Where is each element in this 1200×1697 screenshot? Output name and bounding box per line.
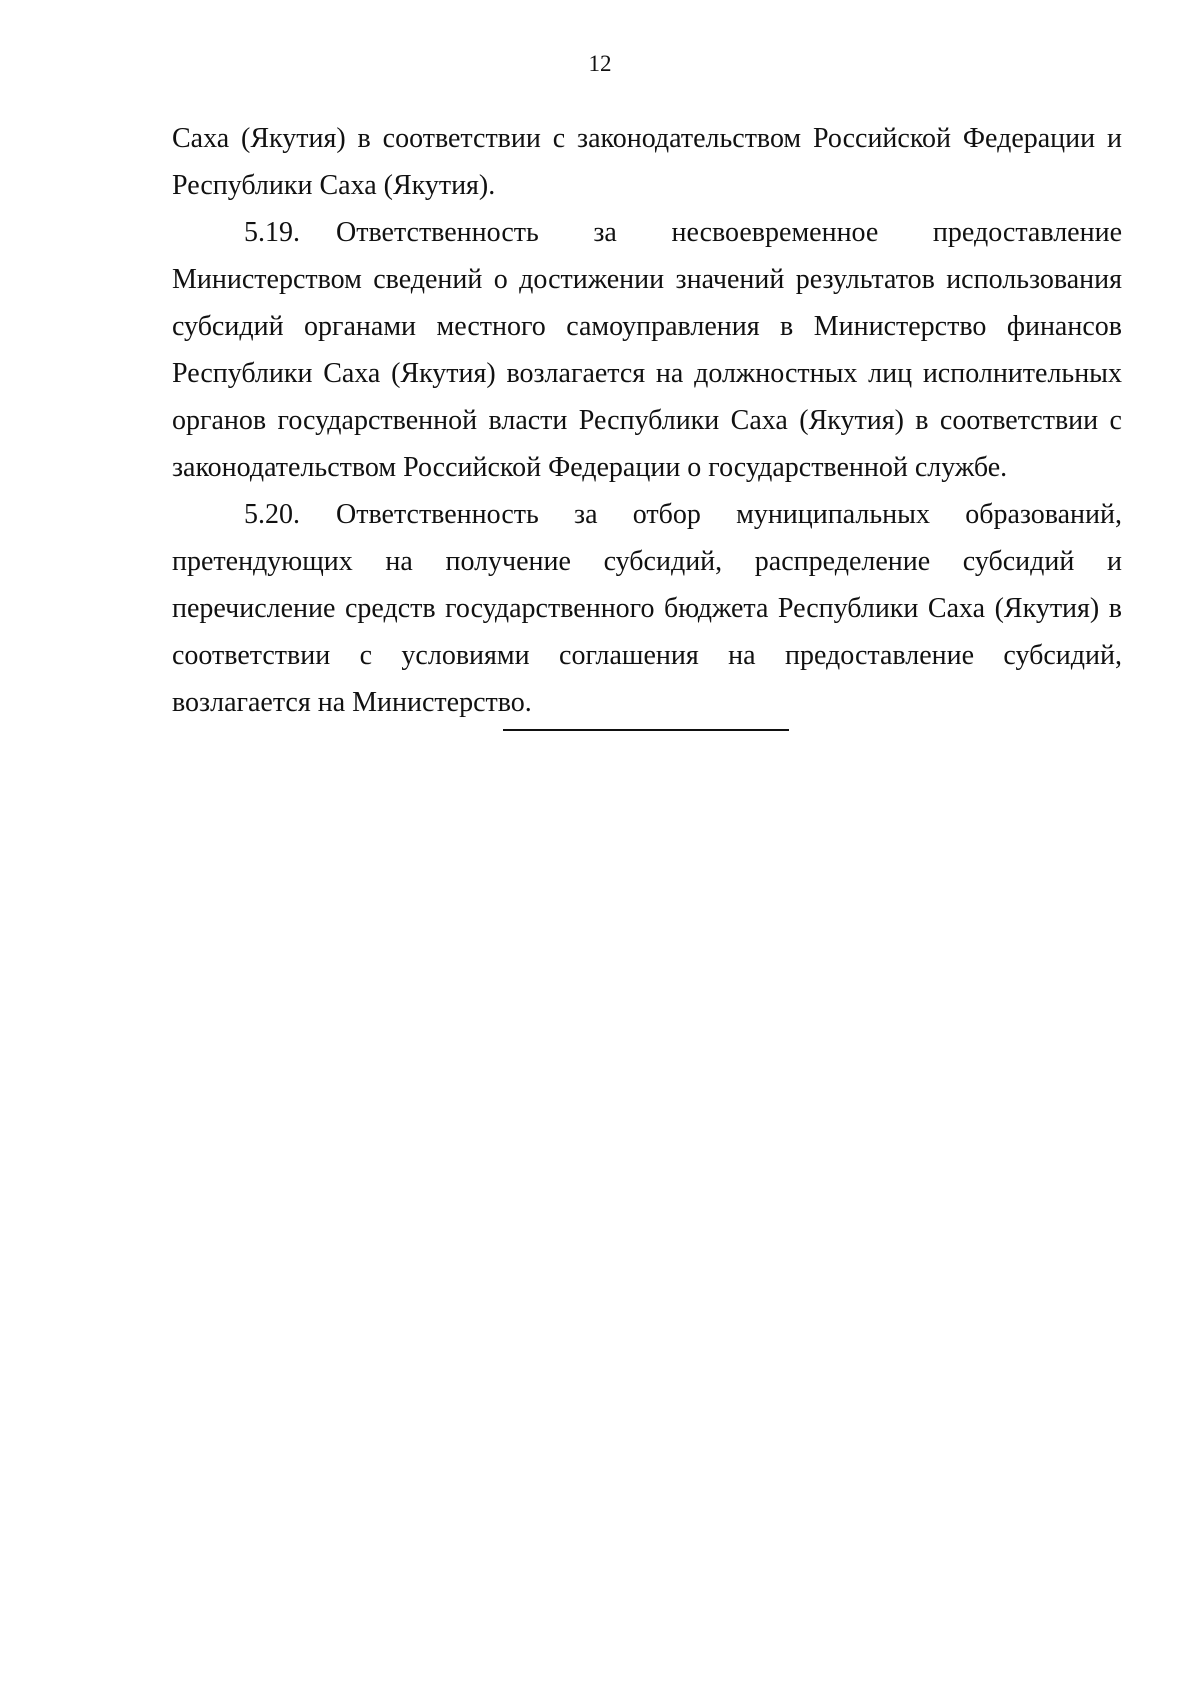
paragraph-number-5-20: 5.20.	[244, 499, 300, 530]
document-body	[172, 115, 1122, 726]
paragraph-text-5-19: Ответственность за несвоевременное предоставление Министерством сведений о достижении значений результатов использования субсидий органами местного самоуправления в Министерство финансов Республики Саха (Якутия) возлагается на должностных лиц исполнительных органов государственной власти Республики Саха (Якутия) в соответствии с законодательством Российской Федерации о государственной службе.	[172, 217, 1122, 483]
end-of-document-line	[503, 729, 789, 731]
paragraph-5-19	[172, 209, 1122, 491]
paragraph-5-20	[172, 491, 1122, 726]
paragraph-text-5-20: Ответственность за отбор муниципальных образований, претендующих на получение субсидий, распределение субсидий и перечисление средств государственного бюджета Республики Саха (Якутия) в соответствии с условиями соглашения на предоставление субсидий, возлагается на Министерство.	[172, 499, 1122, 718]
paragraph-number-5-19: 5.19.	[244, 217, 300, 248]
paragraph-continuation: Саха (Якутия) в соответствии с законодательством Российской Федерации и Республики Саха (Якутия).	[172, 123, 1122, 201]
page-number: 12	[588, 51, 612, 76]
